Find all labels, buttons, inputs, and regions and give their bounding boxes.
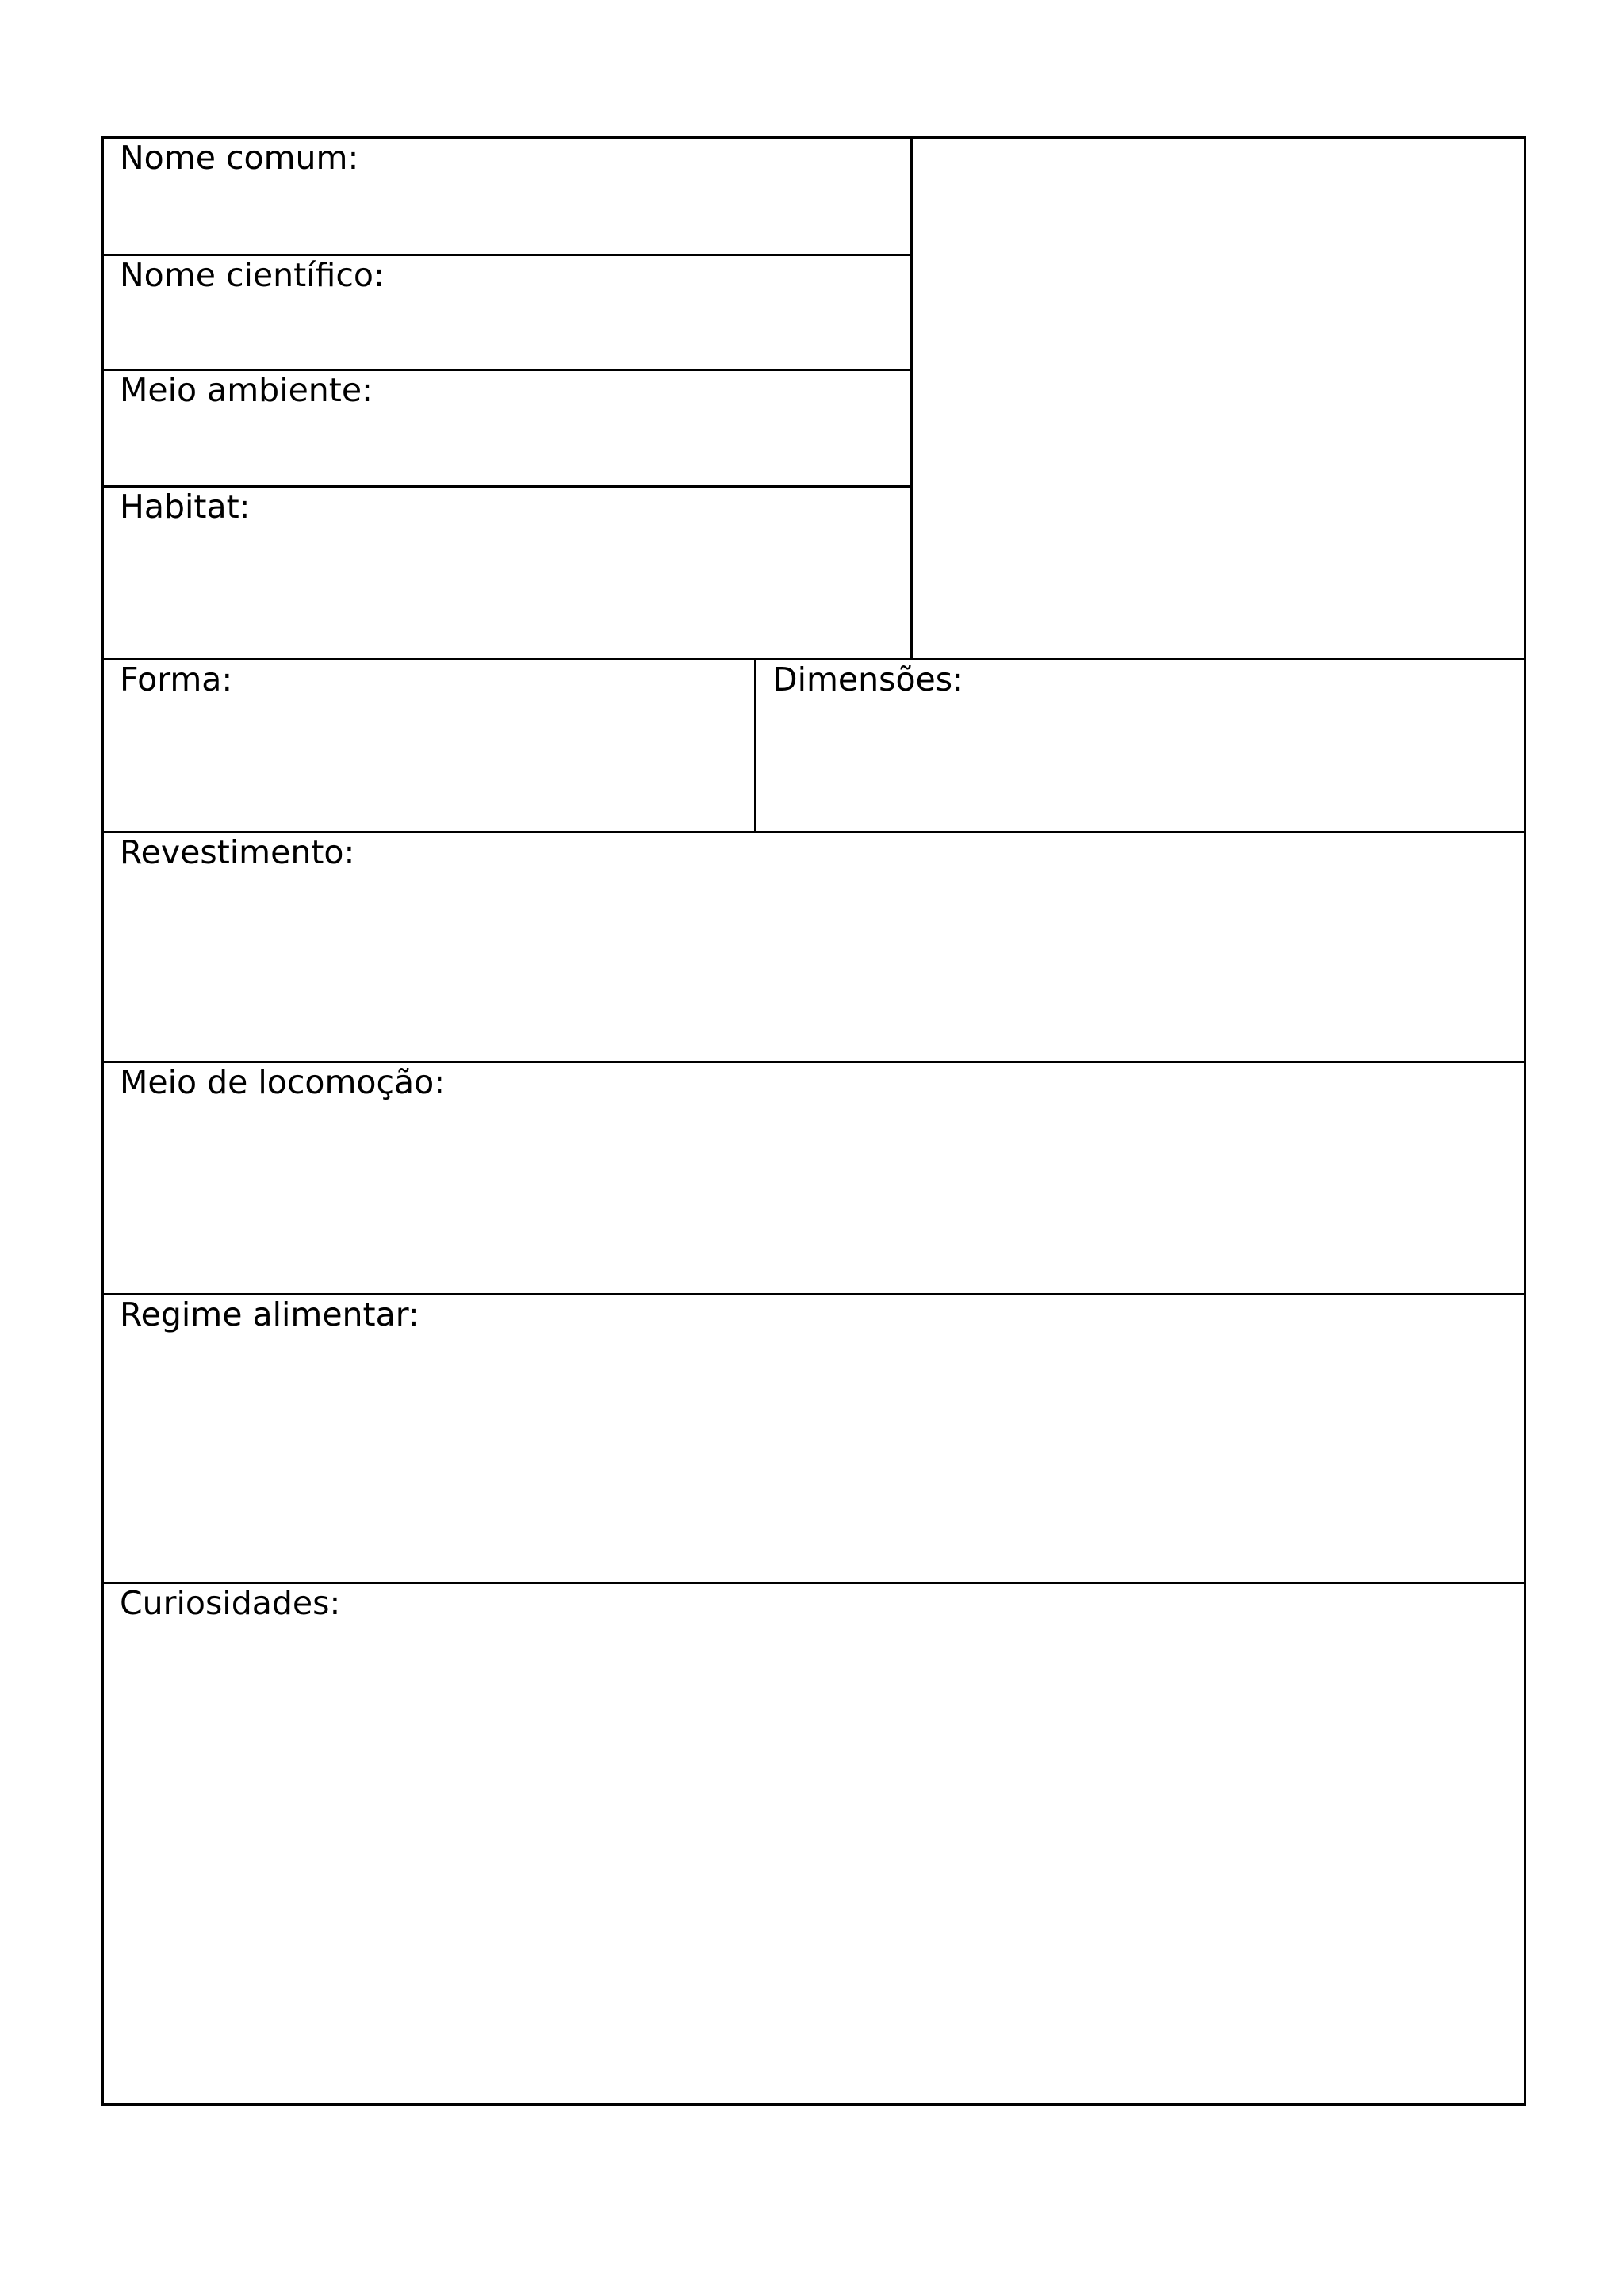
field-meio-de-locomocao[interactable] xyxy=(104,1063,1524,1293)
species-record-form xyxy=(102,136,1526,2106)
field-forma[interactable] xyxy=(104,660,754,831)
field-revestimento[interactable] xyxy=(104,833,1524,1061)
field-nome-comum[interactable] xyxy=(104,139,910,254)
field-label-nome-comum: Nome comum: xyxy=(120,139,359,177)
field-habitat[interactable] xyxy=(104,488,910,660)
field-label-nome-cientifico: Nome científico: xyxy=(120,256,385,294)
field-label-habitat: Habitat: xyxy=(120,488,251,526)
field-label-meio-ambiente: Meio ambiente: xyxy=(120,371,373,409)
field-nome-cientifico[interactable] xyxy=(104,256,910,371)
field-regime-alimentar[interactable] xyxy=(104,1295,1524,1582)
field-label-revestimento: Revestimento: xyxy=(120,833,355,871)
field-label-dimensoes: Dimensões: xyxy=(772,660,963,698)
field-label-forma: Forma: xyxy=(120,660,233,698)
field-label-meio-de-locomocao: Meio de locomoção: xyxy=(120,1063,446,1101)
field-dimensoes[interactable] xyxy=(756,660,1524,831)
field-curiosidades[interactable] xyxy=(104,1584,1524,2103)
picture-box[interactable] xyxy=(913,139,1524,658)
field-label-curiosidades: Curiosidades: xyxy=(120,1584,341,1622)
field-label-regime-alimentar: Regime alimentar: xyxy=(120,1295,419,1334)
field-meio-ambiente[interactable] xyxy=(104,371,910,487)
